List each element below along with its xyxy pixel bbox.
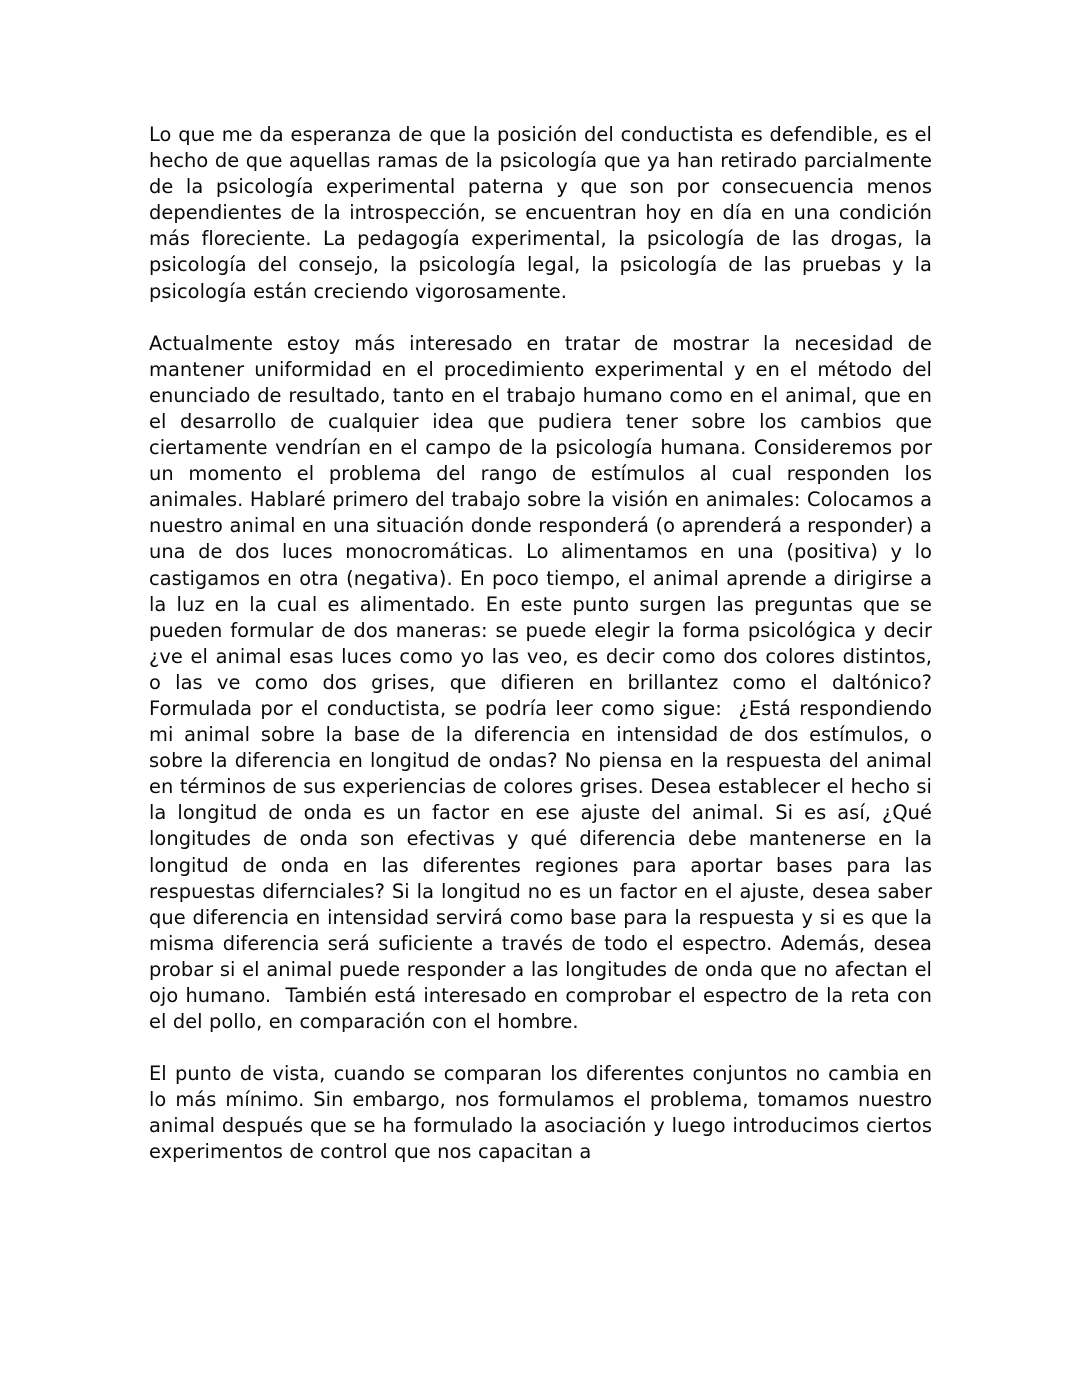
body-paragraph-2: Actualmente estoy más interesado en tratar de mostrar la necesidad de mantener uniformidad en el procedimiento experimental y en el método del enunciado de resultado, tanto en el trabajo humano como en el animal, que en el desarrollo de cualquier idea que pudiera tener sobre los cambios que ciertamente vendrían en el campo de la psicología humana. Consideremos por un momento el problema del rango de estímulos al cual responden los animales. Hablaré primero del trabajo sobre la visión en animales: Colocamos a nuestro animal en una situación donde responderá (o aprenderá a responder) a una de dos luces monocromáticas. Lo alimentamos en una (positiva) y lo castigamos en otra (negativa). En poco tiempo, el animal aprende a dirigirse a la luz en la cual es alimentado. En este punto surgen las preguntas que se pueden formular de dos maneras: se puede elegir la forma psicológica y decir ¿ve el animal esas luces como yo las veo, es decir como dos colores distintos, o las ve como dos grises, que difieren en brillantez como el daltónico? Formulada por el conductista, se podría leer como sigue: ¿Está respondiendo mi animal sobre la base de la diferencia en intensidad de dos estímulos, o sobre la diferencia en longitud de ondas? No piensa en la respuesta del animal en términos de sus experiencias de colores grises. Desea establecer el hecho si la longitud de onda es un factor en ese ajuste del animal. Si es así, ¿Qué longitudes de onda son efectivas y qué diferencia debe mantenerse en la longitud de onda en las diferentes regiones para aportar bases para las respuestas difernciales? Si la longitud no es un factor en el ajuste, desea saber que diferencia en intensidad servirá como base para la respuesta y si es que la misma diferencia será suficiente a través de todo el espectro. Además, desea probar si el animal puede responder a las longitudes de onda que no afectan el ojo humano. También está interesado en comprobar el espectro de la reta con el del pollo, en comparación con el hombre. [149,331,939,1034]
body-text-column [149,122,939,1166]
body-paragraph-3: El punto de vista, cuando se comparan los diferentes conjuntos no cambia en lo más mínimo. Sin embargo, nos formulamos el problema, tomamos nuestro animal después que se ha formulado la asociación y luego introducimos ciertos experimentos de control que nos capacitan a [149,1062,939,1164]
body-paragraph-1: Lo que me da esperanza de que la posición del conductista es defendible, es el hecho de que aquellas ramas de la psicología que ya han retirado parcialmente de la psicología experimental paterna y que son por consecuencia menos dependientes de la introspección, se encuentran hoy en día en una condición más floreciente. La pedagogía experimental, la psicología de las drogas, la psicología del consejo, la psicología legal, la psicología de las pruebas y la psicología están creciendo vigorosamente. [149,123,939,303]
